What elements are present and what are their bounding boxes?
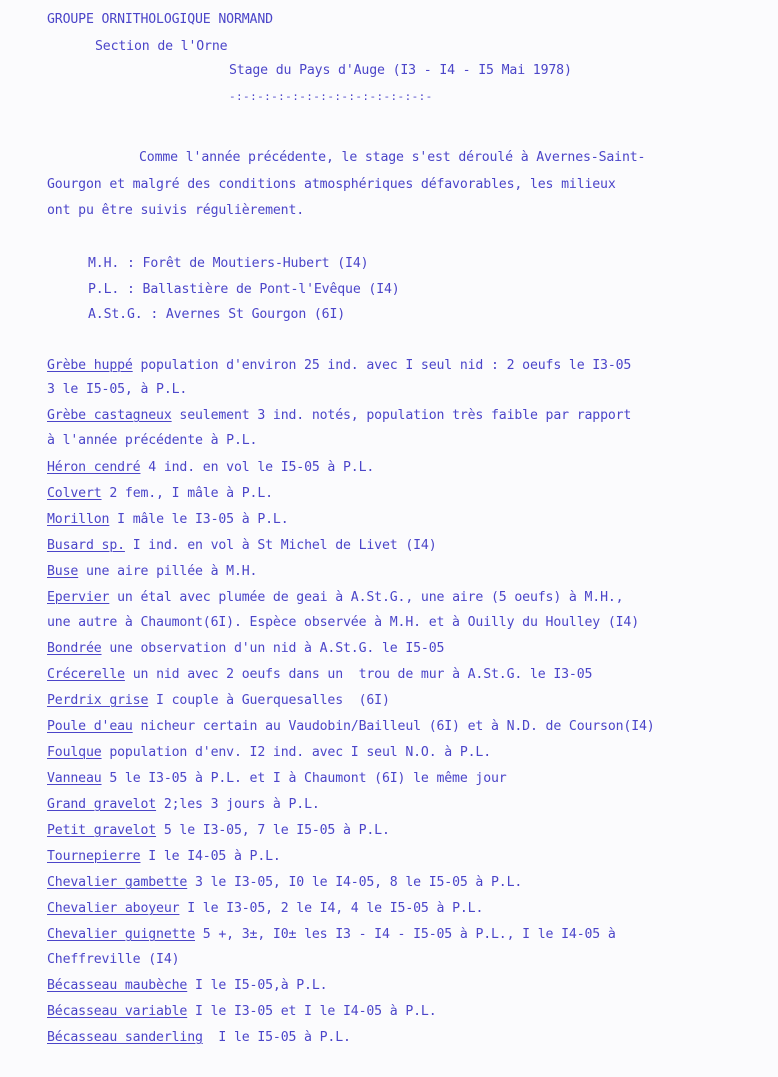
- species-name: Grèbe castagneux: [47, 408, 172, 423]
- site-line: P.L. : Ballastière de Pont-l'Evêque (I4): [88, 282, 400, 297]
- record: [47, 901, 483, 917]
- species-name: Poule d'eau: [47, 719, 133, 734]
- record-text: 5 +, 3±, I0± les I3 - I4 - I5-05 à P.L., I le I4-05 à: [195, 927, 616, 942]
- species-name: Bondrée: [47, 641, 102, 656]
- record: [47, 849, 281, 865]
- record-continuation: Cheffreville (I4): [47, 952, 180, 967]
- record-text: I le I4-05 à P.L.: [140, 849, 281, 864]
- separator: -:-:-:-:-:-:-:-:-:-:-:-:-:-:-: [229, 90, 433, 103]
- record-text: I le I3-05, 2 le I4, 4 le I5-05 à P.L.: [179, 901, 484, 916]
- record-text: 5 le I3-05, 7 le I5-05 à P.L.: [156, 823, 390, 838]
- record: [47, 927, 616, 943]
- record-text: population d'env. I2 ind. avec I seul N.O. à P.L.: [101, 745, 492, 760]
- record: [47, 486, 273, 502]
- species-name: Buse: [47, 564, 79, 579]
- species-name: Morillon: [47, 512, 110, 527]
- record: [47, 797, 320, 813]
- record-text: une aire pillée à M.H.: [78, 564, 258, 579]
- site-line: M.H. : Forêt de Moutiers-Hubert (I4): [88, 256, 369, 271]
- record: [47, 1004, 436, 1020]
- species-name: Héron cendré: [47, 460, 141, 475]
- site-line: A.St.G. : Avernes St Gourgon (6I): [88, 307, 346, 322]
- record-continuation: à l'année précédente à P.L.: [47, 433, 258, 448]
- record-continuation: 3 le I5-05, à P.L.: [47, 382, 188, 397]
- species-name: Colvert: [47, 486, 102, 501]
- record: [47, 512, 289, 528]
- species-name: Tournepierre: [47, 849, 141, 864]
- record-text: un nid avec 2 oeufs dans un trou de mur à A.St.G. le I3-05: [124, 667, 593, 682]
- species-name: Vanneau: [47, 771, 102, 786]
- species-name: Busard sp.: [47, 538, 125, 553]
- species-name: Petit gravelot: [47, 823, 157, 838]
- species-name: Grand gravelot: [47, 797, 157, 812]
- record-text: seulement 3 ind. notés, population très faible par rapport: [171, 408, 632, 423]
- record-text: 3 le I3-05, I0 le I4-05, 8 le I5-05 à P.L.: [187, 875, 523, 890]
- record: [47, 823, 390, 839]
- species-name: Bécasseau maubèche: [47, 978, 188, 993]
- record: [47, 538, 437, 554]
- record: [47, 590, 623, 606]
- species-name: Crécerelle: [47, 667, 125, 682]
- species-name: Chevalier aboyeur: [47, 901, 180, 916]
- intro-line: ont pu être suivis régulièrement.: [47, 203, 305, 218]
- record-text: nicheur certain au Vaudobin/Bailleul (6I) et à N.D. de Courson(I4): [132, 719, 655, 734]
- species-name: Foulque: [47, 745, 102, 760]
- record: [47, 667, 592, 683]
- record: [47, 408, 631, 424]
- record-text: I couple à Guerquesalles (6I): [148, 693, 390, 708]
- species-name: Bécasseau variable: [47, 1004, 188, 1019]
- record: [47, 745, 491, 761]
- record-text: une observation d'un nid à A.St.G. le I5-05: [101, 641, 445, 656]
- section-name: Section de l'Orne: [95, 39, 228, 54]
- species-name: Perdrix grise: [47, 693, 149, 708]
- record-text: I le I5-05,à P.L.: [187, 978, 328, 993]
- record: [47, 875, 522, 891]
- species-name: Bécasseau sanderling: [47, 1030, 203, 1045]
- intro-line: Gourgon et malgré des conditions atmosphériques défavorables, les milieux: [47, 177, 616, 192]
- record: [47, 771, 507, 787]
- species-name: Grèbe huppé: [47, 358, 133, 373]
- record: [47, 693, 390, 709]
- record: [47, 719, 655, 735]
- record: [47, 1030, 351, 1046]
- record-text: I le I5-05 à P.L.: [202, 1030, 351, 1045]
- species-name: Chevalier gambette: [47, 875, 188, 890]
- record: [47, 564, 257, 580]
- record-text: 2;les 3 jours à P.L.: [156, 797, 320, 812]
- record-text: I ind. en vol à St Michel de Livet (I4): [124, 538, 437, 553]
- record: [47, 460, 374, 476]
- record-text: un étal avec plumée de geai à A.St.G., une aire (5 oeufs) à M.H.,: [109, 590, 624, 605]
- record-text: 5 le I3-05 à P.L. et I à Chaumont (6I) le même jour: [101, 771, 507, 786]
- record: [47, 358, 631, 374]
- record-text: 4 ind. en vol le I5-05 à P.L.: [140, 460, 375, 475]
- record: [47, 641, 444, 657]
- record-continuation: une autre à Chaumont(6I). Espèce observée à M.H. et à Ouilly du Houlley (I4): [47, 615, 640, 630]
- intro-line: Comme l'année précédente, le stage s'est déroulé à Avernes-Saint-: [139, 150, 646, 165]
- species-name: Epervier: [47, 590, 110, 605]
- record-text: I mâle le I3-05 à P.L.: [109, 512, 289, 527]
- record-text: population d'environ 25 ind. avec I seul nid : 2 oeufs le I3-05: [132, 358, 632, 373]
- stage-title: Stage du Pays d'Auge (I3 - I4 - I5 Mai 1978): [229, 63, 572, 78]
- record-text: 2 fem., I mâle à P.L.: [101, 486, 273, 501]
- record: [47, 978, 327, 994]
- record-text: I le I3-05 et I le I4-05 à P.L.: [187, 1004, 437, 1019]
- species-name: Chevalier guignette: [47, 927, 196, 942]
- org-name: GROUPE ORNITHOLOGIQUE NORMAND: [47, 12, 273, 27]
